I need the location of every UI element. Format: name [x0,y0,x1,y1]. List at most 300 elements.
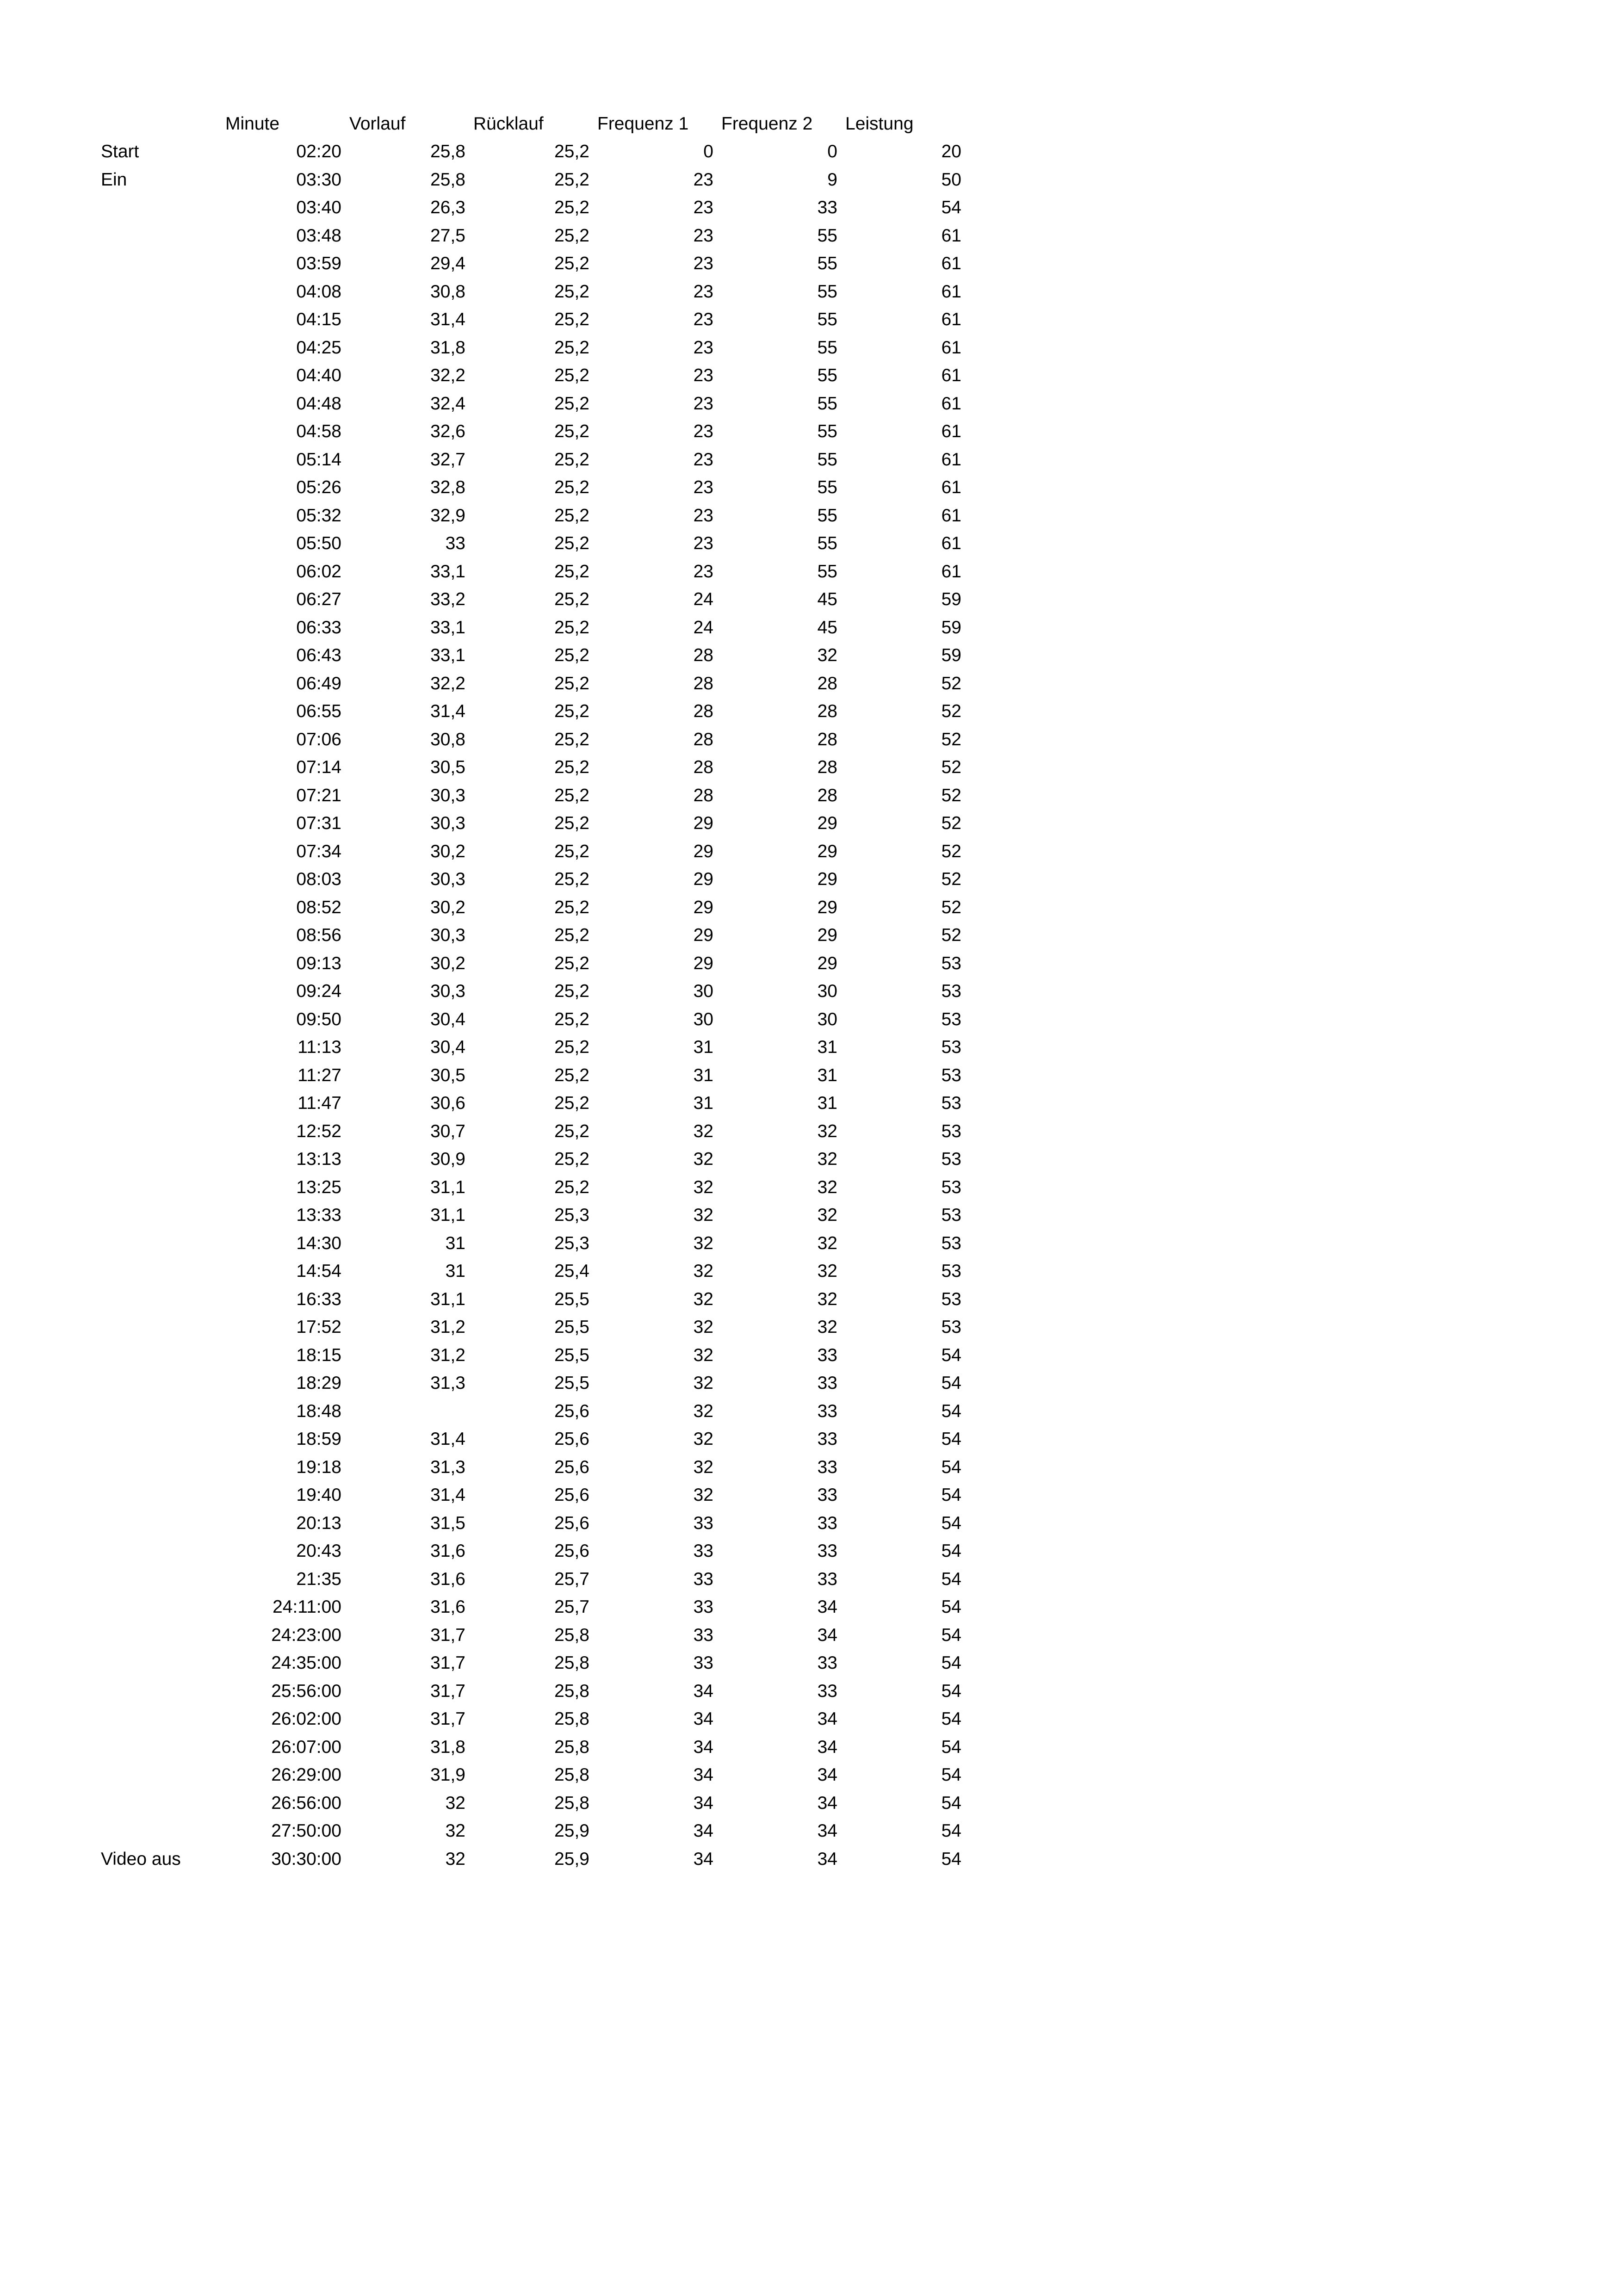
cell-vorlauf: 31,8 [430,1737,465,1757]
cell-ruecklauf: 25,2 [554,673,589,693]
row-label [101,1537,221,1565]
cell-leistung: 54 [941,1849,961,1869]
cell-ruecklauf: 25,4 [554,1261,589,1281]
cell-leistung: 53 [941,953,961,973]
cell-vorlauf: 31,7 [430,1653,465,1673]
cell-frequenz2: 55 [817,449,837,470]
row-label [101,1481,221,1509]
cell-leistung: 53 [941,1205,961,1225]
cell-frequenz2: 45 [817,617,837,637]
cell-minute: 20:43 [296,1541,341,1561]
cell-frequenz2: 31 [817,1093,837,1113]
cell-minute: 05:50 [296,533,341,553]
cell-minute: 24:11:00 [273,1597,341,1617]
table-row [0,1677,1623,1705]
cell-frequenz1: 29 [693,841,713,861]
cell-frequenz1: 32 [693,1401,713,1421]
header-frequenz1: Frequenz 1 [597,114,689,134]
table-row [0,474,1623,501]
cell-ruecklauf: 25,8 [554,1653,589,1673]
row-label [101,1089,221,1117]
table-row [0,950,1623,978]
cell-minute: 04:15 [296,309,341,329]
cell-vorlauf: 31,2 [430,1317,465,1337]
cell-leistung: 59 [941,617,961,637]
cell-ruecklauf: 25,8 [554,1737,589,1757]
row-label: Video aus [101,1849,181,1869]
cell-ruecklauf: 25,2 [554,813,589,833]
cell-ruecklauf: 25,5 [554,1345,589,1365]
row-label [101,558,221,586]
cell-vorlauf: 32,4 [430,393,465,414]
cell-frequenz2: 33 [817,1457,837,1477]
cell-frequenz2: 55 [817,337,837,358]
cell-leistung: 53 [941,1289,961,1309]
table-row [0,1257,1623,1285]
cell-ruecklauf: 25,2 [554,281,589,302]
cell-leistung: 52 [941,925,961,945]
cell-ruecklauf: 25,6 [554,1457,589,1477]
cell-leistung: 53 [941,1065,961,1085]
cell-vorlauf: 30,8 [430,281,465,302]
cell-ruecklauf: 25,2 [554,1065,589,1085]
cell-vorlauf: 32,6 [430,421,465,441]
row-label [101,726,221,754]
cell-vorlauf: 32,2 [430,673,465,693]
cell-vorlauf: 30,3 [430,925,465,945]
cell-minute: 06:55 [296,701,341,721]
cell-leistung: 52 [941,841,961,861]
cell-frequenz1: 28 [693,701,713,721]
cell-leistung: 54 [941,1373,961,1393]
row-label [101,866,221,893]
cell-leistung: 52 [941,869,961,889]
cell-minute: 18:48 [296,1401,341,1421]
cell-minute: 03:40 [296,198,341,217]
cell-ruecklauf: 25,2 [554,393,589,414]
cell-ruecklauf: 25,2 [554,561,589,582]
cell-frequenz1: 34 [693,1821,713,1841]
table-row [0,866,1623,893]
table-row [0,894,1623,922]
cell-minute: 09:13 [296,953,341,973]
cell-minute: 25:56:00 [271,1681,341,1701]
cell-ruecklauf: 25,9 [554,1821,589,1841]
cell-frequenz1: 32 [693,1177,713,1197]
table-row [0,670,1623,698]
cell-frequenz2: 33 [817,1569,837,1589]
table-row [0,754,1623,781]
cell-frequenz2: 55 [817,421,837,441]
row-label [101,922,221,949]
table-row [0,194,1623,222]
cell-vorlauf: 31,4 [430,309,465,329]
cell-leistung: 54 [941,198,961,217]
cell-vorlauf: 31,6 [430,1569,465,1589]
cell-frequenz1: 33 [693,1597,713,1617]
row-label [101,1705,221,1733]
cell-minute: 13:25 [296,1177,341,1197]
cell-ruecklauf: 25,2 [554,785,589,805]
cell-frequenz2: 33 [817,1681,837,1701]
cell-frequenz2: 32 [817,1149,837,1169]
cell-vorlauf: 30,5 [430,757,465,777]
cell-ruecklauf: 25,2 [554,953,589,973]
cell-frequenz1: 32 [693,1149,713,1169]
row-label [101,1313,221,1341]
cell-vorlauf: 31,5 [430,1513,465,1533]
cell-minute: 09:50 [296,1009,341,1029]
cell-vorlauf: 33,1 [430,617,465,637]
row-label [101,838,221,866]
cell-leistung: 52 [941,813,961,833]
cell-leistung: 61 [941,309,961,329]
cell-leistung: 53 [941,1261,961,1281]
cell-minute: 06:33 [296,617,341,637]
cell-vorlauf: 31,4 [430,1429,465,1449]
cell-frequenz1: 32 [693,1485,713,1505]
cell-minute: 14:30 [296,1233,341,1253]
cell-vorlauf: 32,8 [430,477,465,497]
cell-ruecklauf: 25,9 [554,1849,589,1869]
cell-frequenz2: 28 [817,673,837,693]
cell-vorlauf: 31,1 [430,1289,465,1309]
row-label [101,1034,221,1061]
row-label [101,278,221,306]
cell-frequenz2: 9 [827,169,837,190]
cell-vorlauf: 33,1 [430,561,465,582]
cell-ruecklauf: 25,2 [554,337,589,358]
cell-minute: 07:21 [296,785,341,805]
cell-frequenz2: 32 [817,1261,837,1281]
cell-frequenz1: 23 [693,393,713,414]
cell-ruecklauf: 25,8 [554,1793,589,1813]
cell-vorlauf: 31,3 [430,1457,465,1477]
cell-frequenz1: 23 [693,169,713,190]
table-row [0,250,1623,278]
cell-leistung: 53 [941,1037,961,1057]
cell-frequenz2: 28 [817,729,837,749]
table-row [0,278,1623,306]
cell-frequenz1: 23 [693,505,713,526]
cell-minute: 04:48 [296,393,341,414]
cell-frequenz1: 34 [693,1849,713,1869]
table-row [0,978,1623,1005]
table-row [0,1398,1623,1425]
cell-minute: 26:29:00 [271,1765,341,1785]
cell-frequenz2: 32 [817,1121,837,1141]
cell-leistung: 53 [941,1233,961,1253]
table-row [0,558,1623,586]
cell-vorlauf: 25,8 [430,142,465,161]
cell-leistung: 61 [941,393,961,414]
table-row [0,1510,1623,1537]
row-label [101,1257,221,1285]
cell-minute: 07:14 [296,757,341,777]
cell-vorlauf: 32,2 [430,365,465,385]
cell-vorlauf: 31,2 [430,1345,465,1365]
table-row [0,810,1623,837]
cell-leistung: 54 [941,1597,961,1617]
cell-frequenz1: 32 [693,1317,713,1337]
cell-minute: 04:58 [296,421,341,441]
cell-frequenz1: 32 [693,1205,713,1225]
cell-minute: 03:30 [296,169,341,190]
table-row [0,1174,1623,1201]
cell-frequenz1: 23 [693,254,713,273]
cell-frequenz1: 31 [693,1065,713,1085]
cell-minute: 26:56:00 [271,1793,341,1813]
header-ruecklauf: Rücklauf [473,114,544,134]
cell-frequenz2: 33 [817,1541,837,1561]
cell-leistung: 61 [941,365,961,385]
cell-leistung: 61 [941,225,961,246]
cell-leistung: 59 [941,589,961,609]
cell-vorlauf: 31,1 [430,1205,465,1225]
cell-minute: 16:33 [296,1289,341,1309]
cell-minute: 19:18 [296,1457,341,1477]
cell-ruecklauf: 25,2 [554,365,589,385]
cell-frequenz1: 33 [693,1513,713,1533]
cell-vorlauf: 31,3 [430,1373,465,1393]
cell-leistung: 54 [941,1457,961,1477]
table-row [0,166,1623,194]
cell-minute: 07:34 [296,841,341,861]
cell-vorlauf: 31,4 [430,701,465,721]
table-row [0,1789,1623,1817]
cell-frequenz2: 31 [817,1065,837,1085]
cell-frequenz1: 23 [693,533,713,553]
cell-frequenz2: 34 [817,1737,837,1757]
cell-leistung: 54 [941,1681,961,1701]
cell-leistung: 54 [941,1485,961,1505]
cell-vorlauf: 30,2 [430,897,465,917]
table-row [0,1089,1623,1117]
cell-vorlauf: 32,7 [430,449,465,470]
cell-frequenz1: 30 [693,1009,713,1029]
cell-frequenz1: 23 [693,337,713,358]
table-row [0,362,1623,390]
table-row [0,586,1623,613]
cell-ruecklauf: 25,2 [554,142,589,161]
cell-ruecklauf: 25,6 [554,1513,589,1533]
cell-ruecklauf: 25,2 [554,701,589,721]
cell-vorlauf [345,1398,465,1425]
cell-frequenz2: 33 [817,1653,837,1673]
cell-minute: 17:52 [296,1317,341,1337]
row-label [101,1761,221,1789]
cell-frequenz2: 29 [817,953,837,973]
row-label [101,1677,221,1705]
cell-frequenz1: 32 [693,1289,713,1309]
cell-frequenz1: 31 [693,1037,713,1057]
cell-frequenz1: 34 [693,1681,713,1701]
cell-frequenz1: 34 [693,1709,713,1729]
cell-vorlauf: 30,3 [430,981,465,1001]
cell-ruecklauf: 25,5 [554,1373,589,1393]
cell-vorlauf: 30,2 [430,841,465,861]
cell-leistung: 53 [941,1093,961,1113]
row-label [101,1062,221,1089]
table-row [0,390,1623,418]
cell-vorlauf: 31,8 [430,337,465,358]
cell-vorlauf: 30,8 [430,729,465,749]
table-row [0,446,1623,474]
cell-frequenz2: 29 [817,925,837,945]
cell-frequenz1: 32 [693,1345,713,1365]
cell-frequenz2: 34 [817,1709,837,1729]
row-label [101,530,221,557]
cell-ruecklauf: 25,2 [554,477,589,497]
row-label [101,1649,221,1677]
cell-frequenz1: 24 [693,617,713,637]
cell-frequenz2: 34 [817,1821,837,1841]
cell-frequenz1: 23 [693,225,713,246]
cell-leistung: 61 [941,337,961,358]
cell-ruecklauf: 25,3 [554,1205,589,1225]
cell-leistung: 54 [941,1513,961,1533]
cell-frequenz1: 23 [693,561,713,582]
cell-vorlauf: 30,4 [430,1037,465,1057]
cell-frequenz1: 32 [693,1457,713,1477]
cell-minute: 09:24 [296,981,341,1001]
cell-frequenz1: 0 [703,142,713,161]
cell-vorlauf: 31 [445,1233,465,1253]
cell-frequenz1: 24 [693,589,713,609]
cell-frequenz2: 30 [817,981,837,1001]
row-label [101,1398,221,1425]
cell-vorlauf: 26,3 [430,198,465,217]
cell-ruecklauf: 25,2 [554,505,589,526]
cell-leistung: 50 [941,169,961,190]
cell-ruecklauf: 25,7 [554,1597,589,1617]
cell-ruecklauf: 25,2 [554,254,589,273]
cell-leistung: 54 [941,1821,961,1841]
cell-frequenz2: 33 [817,1513,837,1533]
cell-leistung: 54 [941,1345,961,1365]
cell-frequenz1: 34 [693,1793,713,1813]
table-row [0,418,1623,446]
cell-vorlauf: 32,9 [430,505,465,526]
cell-ruecklauf: 25,8 [554,1765,589,1785]
cell-vorlauf: 31,7 [430,1709,465,1729]
row-label [101,390,221,418]
row-label [101,1510,221,1537]
cell-leistung: 61 [941,281,961,302]
table-row [0,642,1623,669]
table-row [0,1369,1623,1397]
table-row [0,1705,1623,1733]
cell-vorlauf: 31 [445,1261,465,1281]
table-row [0,698,1623,725]
cell-minute: 13:33 [296,1205,341,1225]
cell-vorlauf: 30,3 [430,869,465,889]
cell-frequenz2: 55 [817,561,837,582]
cell-frequenz1: 32 [693,1429,713,1449]
row-label [101,446,221,474]
cell-minute: 11:47 [297,1093,341,1113]
cell-ruecklauf: 25,2 [554,757,589,777]
row-label [101,1174,221,1201]
cell-minute: 19:40 [296,1485,341,1505]
cell-vorlauf: 30,4 [430,1009,465,1029]
table-row [0,1201,1623,1229]
cell-leistung: 61 [941,561,961,582]
cell-vorlauf: 31,9 [430,1765,465,1785]
row-label [101,894,221,922]
table-row [0,1593,1623,1621]
cell-frequenz1: 32 [693,1373,713,1393]
table-row [0,1286,1623,1313]
header-leistung: Leistung [845,114,914,134]
row-label [101,1342,221,1369]
table-row [0,530,1623,557]
cell-minute: 24:23:00 [271,1625,341,1645]
cell-frequenz2: 32 [817,1317,837,1337]
cell-leistung: 54 [941,1793,961,1813]
cell-vorlauf: 31,1 [430,1177,465,1197]
cell-minute: 26:07:00 [271,1737,341,1757]
row-label [101,362,221,390]
cell-ruecklauf: 25,2 [554,925,589,945]
cell-minute: 12:52 [296,1121,341,1141]
cell-frequenz2: 55 [817,393,837,414]
row-label [101,642,221,669]
cell-minute: 04:08 [296,281,341,302]
cell-vorlauf: 27,5 [430,225,465,246]
table-row [0,1454,1623,1481]
cell-ruecklauf: 25,7 [554,1569,589,1589]
cell-frequenz1: 28 [693,785,713,805]
cell-vorlauf: 31,4 [430,1485,465,1505]
cell-frequenz2: 0 [827,142,837,161]
table-row [0,1761,1623,1789]
cell-frequenz1: 23 [693,477,713,497]
cell-vorlauf: 31,6 [430,1541,465,1561]
cell-ruecklauf: 25,2 [554,1093,589,1113]
cell-ruecklauf: 25,8 [554,1625,589,1645]
cell-frequenz2: 29 [817,897,837,917]
cell-vorlauf: 30,6 [430,1093,465,1113]
cell-frequenz2: 55 [817,477,837,497]
row-label [101,502,221,530]
cell-ruecklauf: 25,2 [554,225,589,246]
cell-ruecklauf: 25,8 [554,1709,589,1729]
cell-leistung: 53 [941,1009,961,1029]
cell-ruecklauf: 25,2 [554,897,589,917]
cell-frequenz2: 32 [817,1289,837,1309]
cell-frequenz2: 33 [817,198,837,217]
row-label [101,1006,221,1034]
cell-vorlauf: 31,7 [430,1681,465,1701]
header-vorlauf: Vorlauf [349,114,406,134]
row-label [101,194,221,222]
table-row [0,1621,1623,1649]
cell-minute: 02:20 [296,142,341,161]
cell-frequenz2: 34 [817,1625,837,1645]
cell-frequenz2: 33 [817,1345,837,1365]
cell-frequenz1: 23 [693,198,713,217]
row-label [101,1454,221,1481]
table-row [0,334,1623,362]
row-label [101,698,221,725]
cell-leistung: 61 [941,505,961,526]
cell-frequenz2: 33 [817,1485,837,1505]
cell-ruecklauf: 25,2 [554,1149,589,1169]
table-row [0,1566,1623,1593]
table-row [0,1145,1623,1173]
cell-leistung: 53 [941,1149,961,1169]
